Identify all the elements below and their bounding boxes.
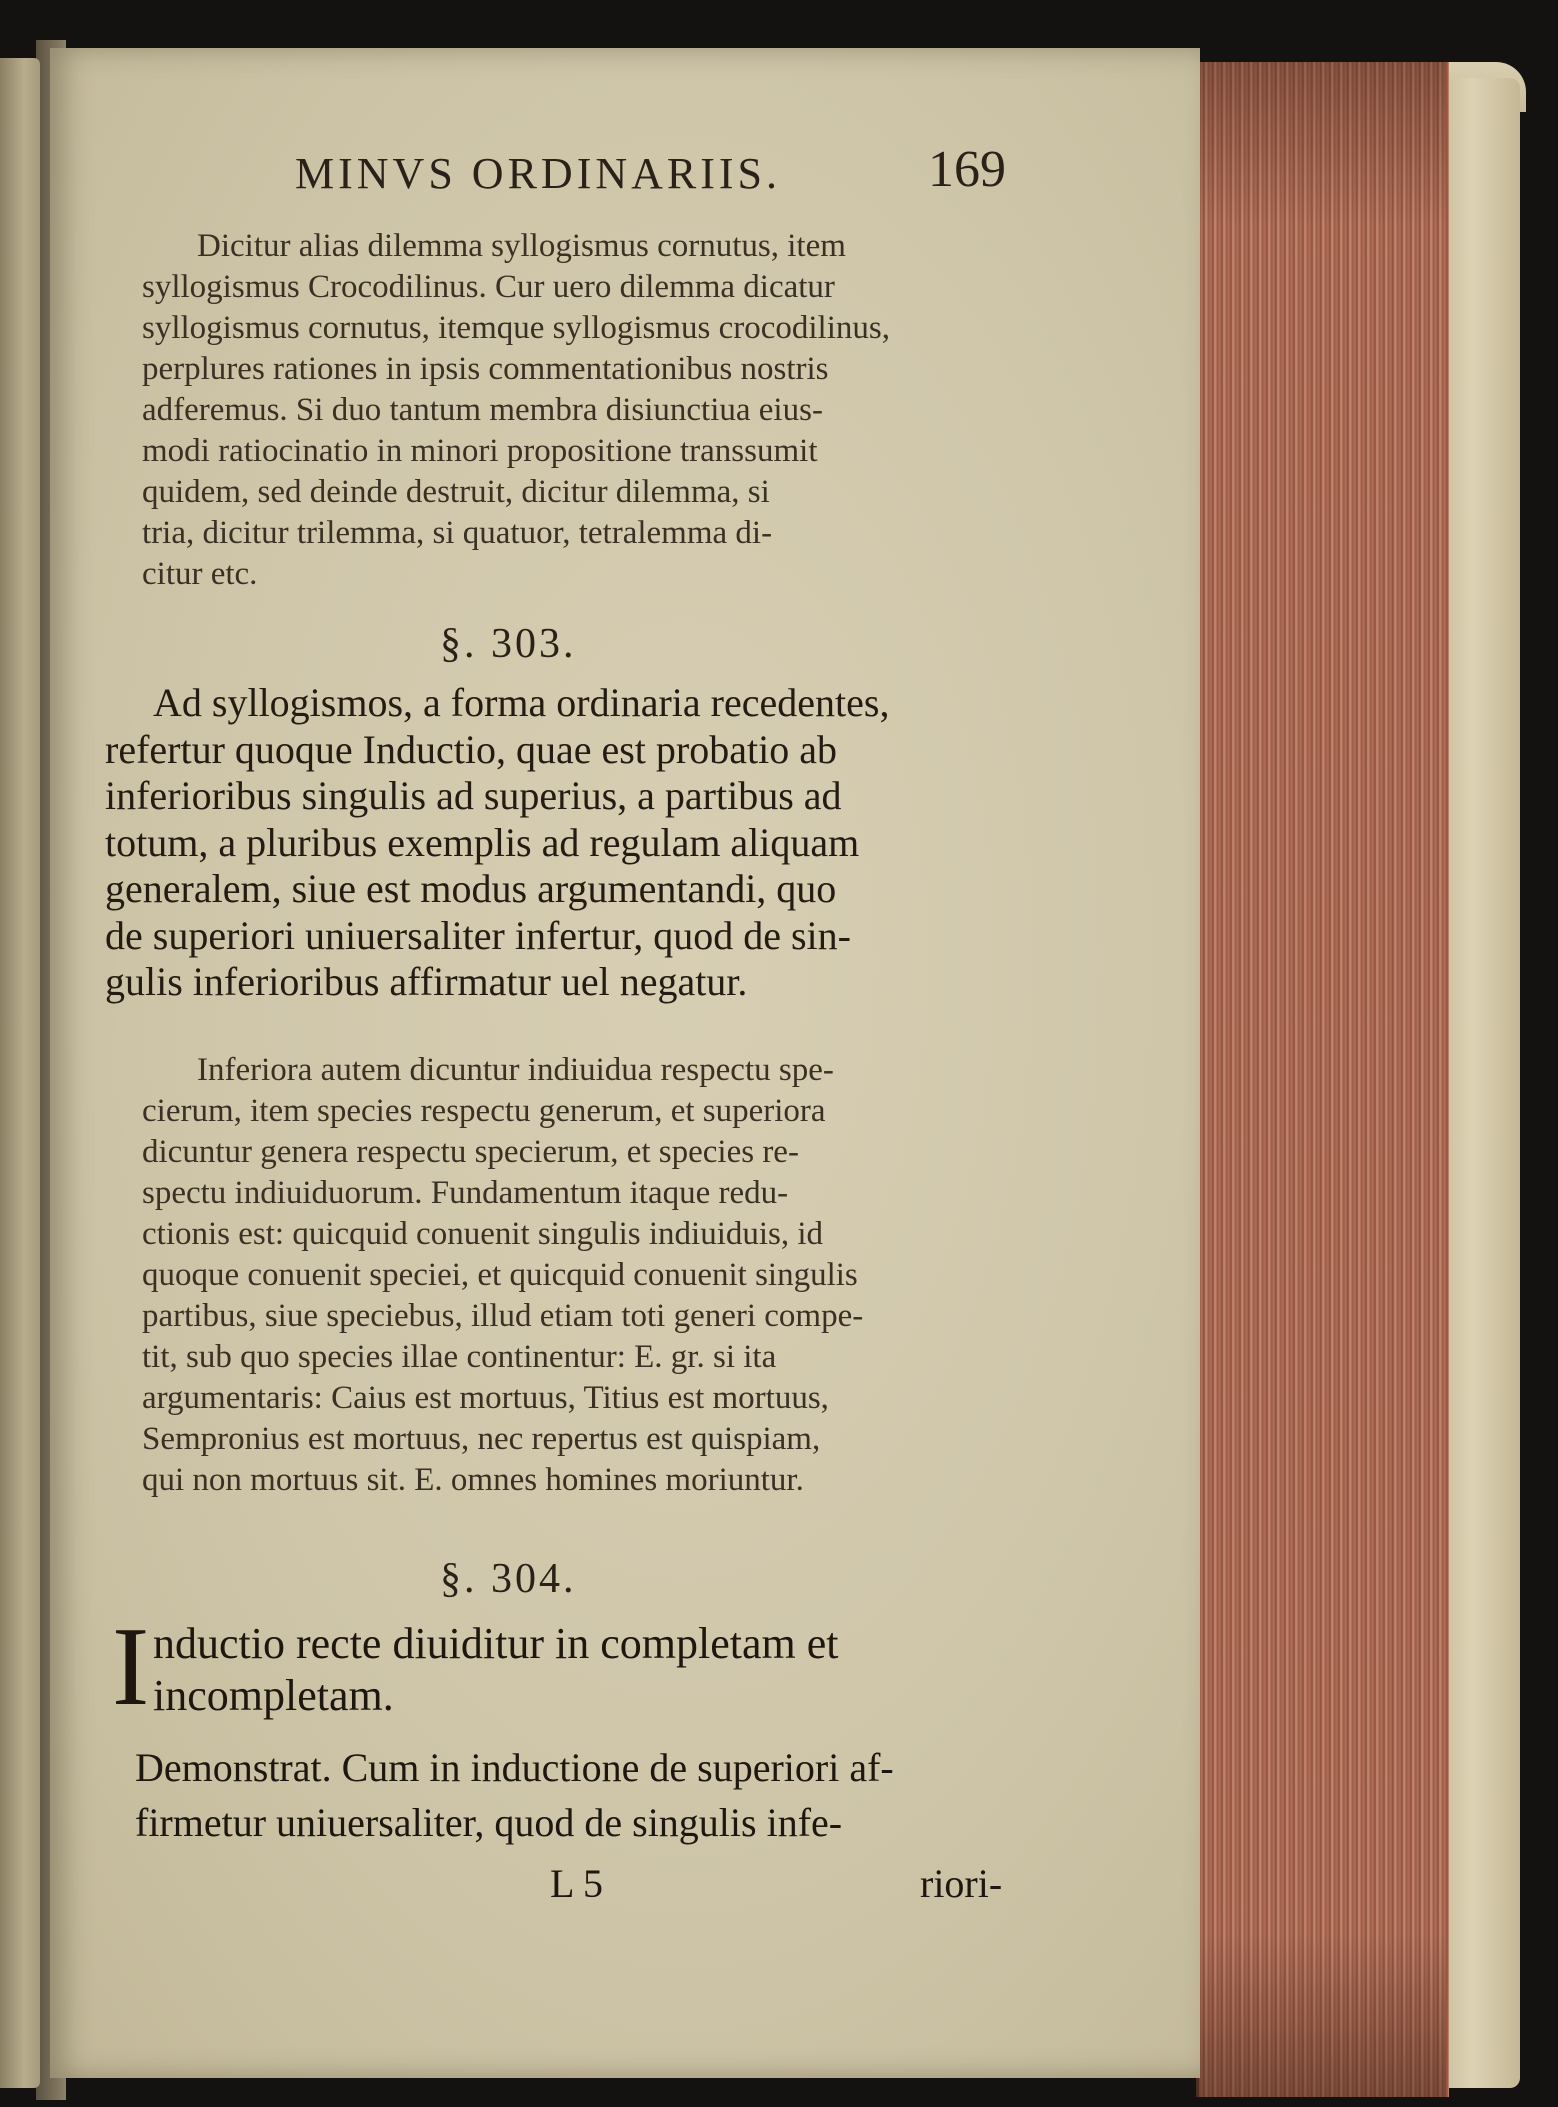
text-line: tria, dicitur trilemma, si quatuor, tetralemma di- <box>142 515 773 551</box>
paragraph-dilemma <box>142 226 890 595</box>
signature-mark: L 5 <box>550 1861 603 1906</box>
paragraph-inductio <box>105 680 889 1006</box>
text-line: quidem, sed deinde destruit, dicitur dilemma, si <box>142 474 770 510</box>
section-heading-303: §. 303. <box>440 621 577 667</box>
text-line: refertur quoque Inductio, quae est probatio ab <box>105 726 837 772</box>
text-line: tit, sub quo species illae continentur: E. gr. si ita <box>142 1339 777 1375</box>
text-line: ctionis est: quicquid conuenit singulis indiuiduis, id <box>142 1216 824 1252</box>
text-line: qui non mortuus sit. E. omnes homines moriuntur. <box>142 1462 804 1498</box>
text-line: Dicitur alias dilemma syllogismus cornutus, item <box>197 228 846 264</box>
text-line: partibus, siue speciebus, illud etiam toti generi compe- <box>142 1298 864 1334</box>
text-line: gulis inferioribus affirmatur uel negatur. <box>105 959 748 1004</box>
text-line: citur etc. <box>142 556 258 592</box>
text-line: dicuntur genera respectu specierum, et species re- <box>142 1134 799 1170</box>
text-line: incompletam. <box>153 1671 394 1720</box>
facing-page-edge <box>0 58 40 2088</box>
text-line: Demonstrat. Cum in inductione de superiori af- <box>135 1745 894 1790</box>
text-line: syllogismus cornutus, itemque syllogismus crocodilinus, <box>142 310 890 346</box>
page-number: 169 <box>928 141 1006 198</box>
book-cover-edge <box>1440 78 1520 2088</box>
text-line: inferioribus singulis ad superius, a partibus ad <box>105 773 842 818</box>
text-line: Ad syllogismos, a forma ordinaria recedentes, <box>153 680 890 725</box>
drop-cap: I <box>112 1605 150 1729</box>
paragraph-demonstrat <box>135 1740 894 1850</box>
text-line: firmetur uniuersaliter, quod de singulis infe- <box>135 1800 843 1845</box>
section-heading-304: §. 304. <box>440 1556 577 1602</box>
text-line: de superiori uniuersaliter infertur, quod de sin- <box>105 912 851 958</box>
text-line: syllogismus Crocodilinus. Cur uero dilemma dicatur <box>142 269 835 305</box>
text-line: totum, a pluribus exemplis ad regulam aliquam <box>105 819 860 865</box>
text-line: cierum, item species respectu generum, et superiora <box>142 1093 826 1129</box>
paragraph-completam <box>153 1618 838 1722</box>
text-line: nductio recte diuiditur in completam et <box>153 1619 839 1668</box>
text-line: argumentaris: Caius est mortuus, Titius est mortuus, <box>142 1380 829 1416</box>
text-line: spectu indiuiduorum. Fundamentum itaque redu- <box>142 1175 789 1211</box>
catchword: riori- <box>920 1861 1003 1906</box>
text-line: perplures rationes in ipsis commentationibus nostris <box>142 351 829 387</box>
text-line: generalem, siue est modus argumentandi, quo <box>105 866 837 911</box>
paragraph-inferiora <box>142 1050 863 1501</box>
text-line: Sempronius est mortuus, nec repertus est quispiam, <box>142 1421 821 1457</box>
text-line: Inferiora autem dicuntur indiuidua respectu spe- <box>197 1052 834 1088</box>
fore-edge-shadow <box>1196 62 1446 2097</box>
running-header: MINVS ORDINARIIS. <box>295 149 782 198</box>
text-line: adferemus. Si duo tantum membra disiunctiua eius- <box>142 392 823 428</box>
text-line: quoque conuenit speciei, et quicquid conuenit singulis <box>142 1257 858 1293</box>
text-line: modi ratiocinatio in minori propositione transsumit <box>142 433 818 469</box>
